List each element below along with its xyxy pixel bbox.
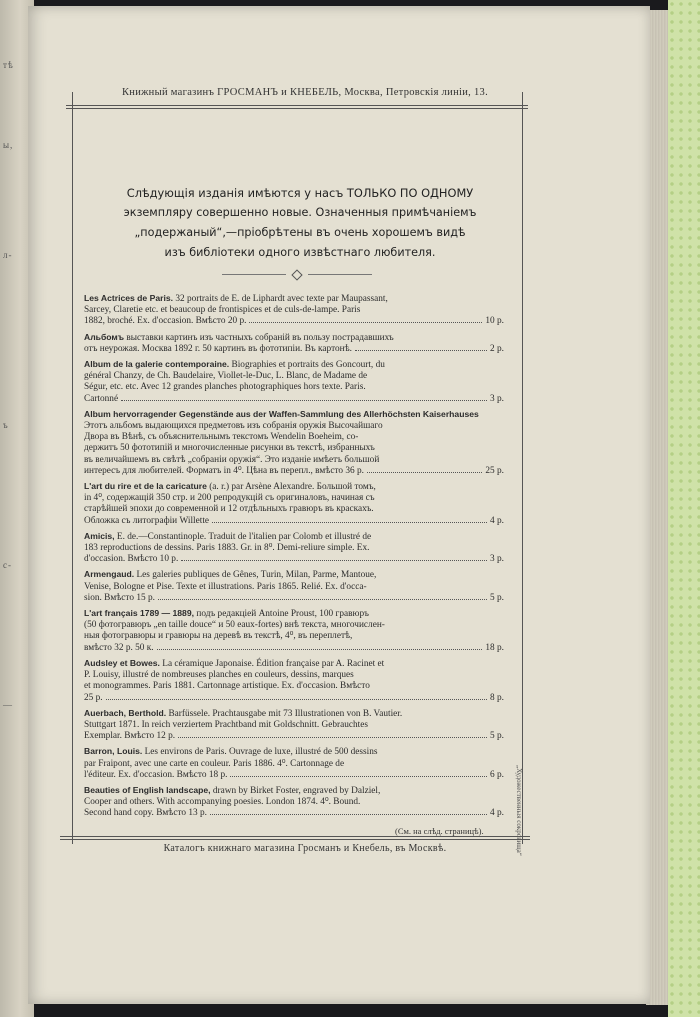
dot-leader [212, 522, 487, 523]
entry-text: Barfüssele. Prachtausgabe mit 73 Illustrationen von B. Vautier. [166, 708, 403, 719]
entry-title: L'art du rire et de la caricature [84, 481, 207, 492]
entry-price-row [84, 731, 504, 742]
entry-text: ныя фотогравюры и гравюры на деревѣ въ текстѣ, 4⁰, въ переплетѣ, [84, 631, 353, 642]
notice-line: „подержаный“,—пріобрѣтены въ очень хорошемъ видѣ [134, 226, 466, 239]
catalog-entries [84, 293, 504, 824]
entry-text: sion. Вмѣсто 15 р. [84, 592, 155, 603]
frame-bottom-rule [60, 836, 530, 837]
entry-text: Sarcey, Claretie etc. et beaucoup de frontispices et de culs-de-lampe. Paris [84, 305, 361, 316]
entry-price: 5 р. [490, 592, 504, 603]
entry-text: подъ редакціей Antoine Proust, 100 гравюръ [194, 609, 369, 620]
entry-text: P. Louisy, illustré de nombreuses planches en couleurs, dessins, marques [84, 670, 354, 681]
entry-text: выставки картинъ изъ частныхъ собраній въ пользу пострадавшихъ [124, 332, 394, 343]
entry-title: Album hervorragender Gegenstände aus der Waffen-Sammlung des Allerhöchsten Kaiserhauses [84, 408, 479, 419]
dot-leader [355, 350, 487, 351]
dot-leader [249, 322, 482, 323]
entry-text: Les environs de Paris. Ouvrage de luxe, illustré de 500 dessins [142, 747, 378, 758]
entry-price: 2 р. [490, 343, 504, 354]
continued-note: (См. на слѣд. страницѣ). [395, 826, 484, 836]
entry-price: 5 р. [490, 731, 504, 742]
ornament-divider [222, 270, 372, 278]
catalog-entry [84, 359, 504, 405]
entry-text: (50 фотогравюръ „en taille douce“ и 50 eaux-fortes) внѣ текста, многочислен- [84, 620, 385, 631]
entry-price: 25 р. [485, 465, 504, 476]
page-footer: Каталогъ книжнаго магазина Гросманъ и Кнебель, въ Москвѣ. [163, 843, 447, 854]
dot-leader [367, 472, 482, 473]
entry-text: (a. r.) par Arsène Alexandre. Большой томъ, [206, 482, 376, 493]
entry-text: въ величайшемъ въ свѣтѣ „собраніи оружія“. Это изданіе имѣетъ большой [84, 454, 380, 465]
notice-line: Слѣдующія изданія имѣются у насъ ТОЛЬКО ПО ОДНОМУ [126, 186, 474, 200]
entry-title: Armengaud. [84, 569, 135, 580]
entry-title: Les Actrices de Paris. [84, 293, 174, 303]
entry-price-row [84, 466, 504, 477]
entry-price-row [84, 643, 504, 654]
entry-text: Cooper and others. With accompanying poesies. London 1874. 4⁰. Bound. [84, 797, 361, 808]
catalog-entry [84, 608, 504, 654]
entry-title: Audsley et Bowes. [84, 657, 160, 668]
entry-text: вмѣсто 32 р. 50 к. [84, 642, 154, 653]
left-page-edge: тѣ ы, л- ъ с- — [0, 0, 34, 1017]
dot-leader [106, 699, 487, 700]
frame-bottom-rule-inner [60, 839, 530, 840]
entry-price: 4 р. [490, 808, 504, 819]
entry-price: 18 р. [485, 642, 504, 653]
dot-leader [181, 560, 487, 561]
entry-text: интересъ для любителей. Форматъ in 4⁰. Цѣна въ перепл., вмѣсто 36 р. [84, 465, 364, 476]
entry-text: отъ неурожая. Москва 1892 г. 50 картинъ въ фототипіи. Въ картонѣ. [84, 343, 353, 354]
entry-text: Second hand copy. Вмѣсто 13 р. [84, 808, 207, 819]
catalog-entry [84, 746, 504, 781]
entry-text: Cartonné [84, 393, 119, 404]
catalog-entry [84, 658, 504, 704]
entry-text: Exemplar. Вмѣсто 12 р. [84, 731, 176, 742]
entry-title: L'art français 1789 — 1889, [84, 608, 195, 619]
entry-title: Beauties of English landscape, [84, 784, 211, 795]
entry-title: Album de la galerie contemporaine. [84, 359, 230, 370]
catalog-entry [84, 785, 504, 820]
entry-title: Альбомъ [84, 331, 125, 342]
entry-text: l'éditeur. Ex. d'occasion. Вмѣсто 18 р. [84, 769, 228, 780]
entry-text: 25 р. [84, 692, 103, 703]
entry-text: et monogrammes. Paris 1881. Cartonnage artistique. Ex. d'occasion. Вмѣсто [84, 681, 370, 692]
dot-leader [178, 737, 487, 738]
entry-title: Barron, Louis. [84, 746, 143, 757]
entry-title: Auerbach, Berthold. [84, 707, 167, 718]
dot-leader [158, 599, 487, 600]
page-header: Книжный магазинъ ГРОСМАНЪ и КНЕБЕЛЬ, Москва, Петровскія линіи, 13. [121, 87, 489, 98]
entry-text: Les galeries publiques de Gênes, Turin, Milan, Parme, Mantoue, [134, 570, 377, 581]
entry-text: E. de.—Constantinople. Traduit de l'italien par Colomb et illustré de [114, 531, 372, 542]
entry-title: Amicis, [84, 530, 115, 541]
notice-block [70, 183, 530, 263]
notice-line: изъ библіотеки одного извѣстнаго любителя. [164, 246, 436, 259]
entry-price: 8 р. [490, 692, 504, 703]
entry-text: Этотъ альбомъ выдающихся предметовъ изъ собранія оружія Высочайшаго [84, 421, 383, 432]
entry-price: 3 р. [490, 554, 504, 565]
frame-top-rule [66, 105, 528, 106]
catalog-entry [84, 332, 504, 355]
entry-text: général Chanzy, de Ch. Baudelaire, Viollet-le-Duc, L. Blanc, de Madame de [84, 371, 368, 382]
entry-text: 1882, broché. Ex. d'occasion. Вмѣсто 20 р. [84, 316, 247, 327]
entry-text: d'occasion. Вмѣсто 10 р. [84, 554, 179, 565]
entry-text: Biographies et portraits des Goncourt, du [229, 360, 385, 371]
entry-price: 6 р. [490, 769, 504, 780]
frame-top-rule-inner [66, 108, 528, 109]
notice-line: экземпляру совершенно новые. Означенныя примѣчаніемъ [123, 206, 477, 219]
catalog-entry [84, 531, 504, 566]
entry-price-row [84, 344, 504, 355]
catalog-entry [84, 481, 504, 527]
entry-text: Venise, Bologne et Pise. Texte et illustrations. Paris 1865. Relié. Ex. d'occa- [84, 581, 367, 592]
catalog-entry [84, 708, 504, 743]
entry-text: 32 portraits de E. de Liphardt avec texte par Maupassant, [173, 294, 388, 304]
dot-leader [210, 814, 487, 815]
entry-text: старѣйшей эпохи до современной и 12 отдѣльныхъ гравюръ въ краскахъ. [84, 504, 374, 515]
entry-price-row [84, 394, 504, 405]
entry-price: 3 р. [490, 393, 504, 404]
entry-price-row [84, 808, 504, 819]
entry-price-row [84, 770, 504, 781]
catalog-entry [84, 293, 504, 328]
entry-price-row [84, 516, 504, 527]
green-cover-board [668, 0, 700, 1017]
entry-text: par Fraipont, avec une carte en couleur. Paris 1886. 4⁰. Cartonnage de [84, 758, 345, 769]
catalog-entry [84, 569, 504, 604]
entry-price-row [84, 693, 504, 704]
entry-text: держитъ 50 фототипій и многочисленные рисунки въ текстѣ, избранныхъ [84, 443, 375, 454]
entry-text: La céramique Japonaise. Édition française par A. Racinet et [159, 658, 385, 669]
entry-text: drawn by Birket Foster, engraved by Dalziel, [210, 785, 381, 796]
entry-text: Ségur, etc. etc. Avec 12 grandes planches photographiques hors texte. Paris. [84, 382, 366, 393]
entry-text: Stuttgart 1871. In reich verziertem Prachtband mit Goldschnitt. Gebrauchtes [84, 719, 368, 730]
margin-side-text: „Художественныя сокровища“ [515, 765, 523, 856]
entry-price-row [84, 593, 504, 604]
entry-price: 4 р. [490, 515, 504, 526]
catalog-entry [84, 409, 504, 477]
entry-price-row [84, 554, 504, 565]
entry-price-row [84, 316, 504, 327]
dot-leader [157, 649, 483, 650]
entry-price: 10 р. [485, 316, 504, 327]
entry-text: in 4⁰, содержащій 350 стр. и 200 репродукцій съ оригиналовъ, начиная съ [84, 493, 375, 504]
entry-text: Обложка съ литографіи Willette [84, 515, 210, 526]
entry-text: 183 reproductions de dessins. Paris 1883. Gr. in 8⁰. Demi-reliure simple. Ex. [84, 543, 370, 554]
entry-text: Двора въ Вѣнѣ, съ объяснительнымъ текстомъ Wendelin Boeheim, со- [84, 432, 359, 443]
dot-leader [230, 776, 487, 777]
dot-leader [121, 400, 487, 401]
